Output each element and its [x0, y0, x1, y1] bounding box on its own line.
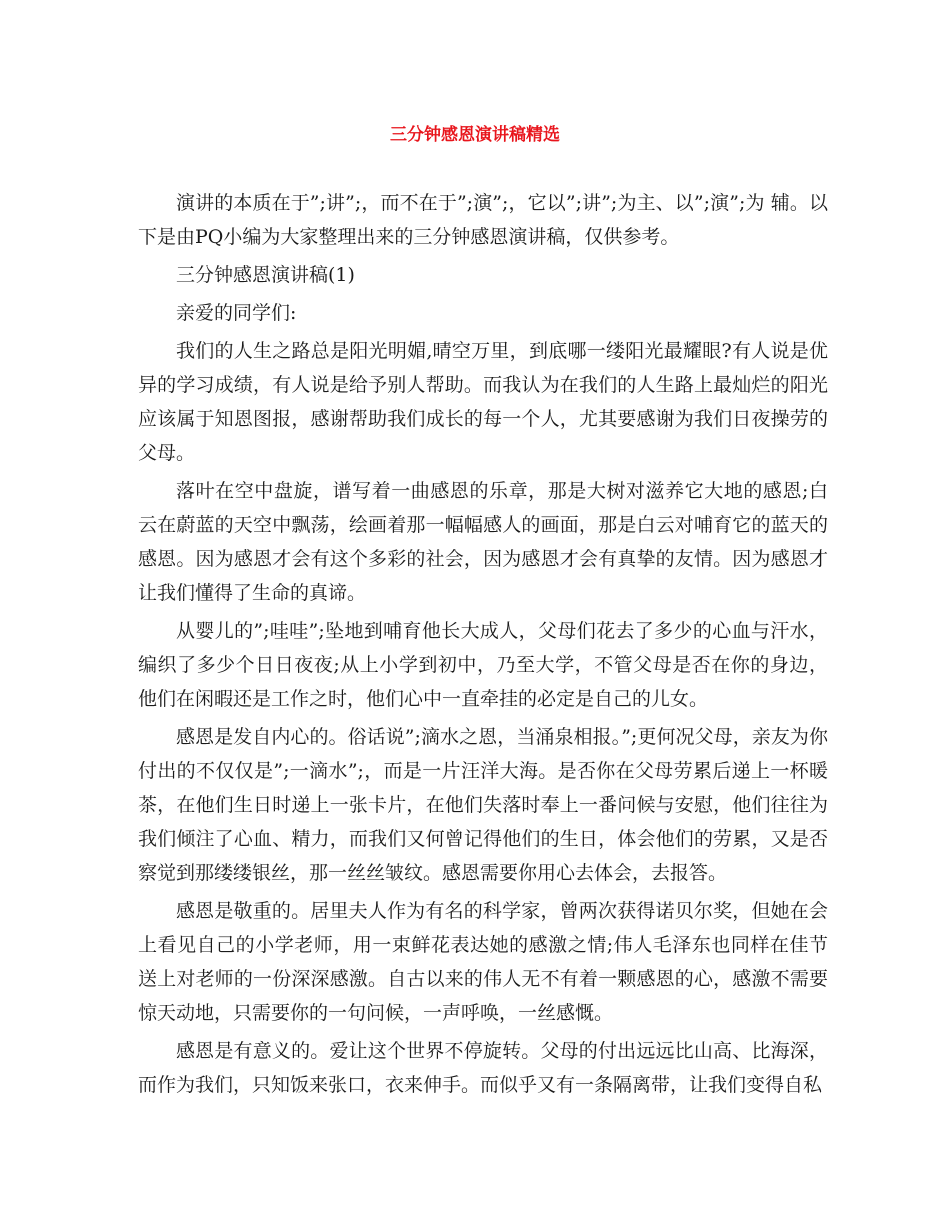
- paragraph: 从婴儿的”;哇哇”;坠地到哺育他长大成人，父母们花去了多少的心血与汗水，编织了多少个日日夜夜;从上小学到初中，乃至大学，不管父母是否在你的身边，他们在闲暇还是工作之时，他们心中一直牵挂的必定是自己的儿女。: [138, 620, 828, 710]
- paragraph: 感恩是有意义的。爱让这个世界不停旋转。父母的付出远远比山高、比海深，而作为我们，只知饭来张口，衣来伸手。而似乎又有一条隔离带，让我们变得自私: [138, 1040, 828, 1096]
- document-title: 三分钟感恩演讲稿精选: [390, 125, 560, 145]
- paragraph: 我们的人生之路总是阳光明媚,晴空万里，到底哪一缕阳光最耀眼?有人说是优异的学习成绩，有人说是给予别人帮助。而我认为在我们的人生路上最灿烂的阳光应该属于知恩图报，感谢帮助我们成长的每一个人，尤其要感谢为我们日夜操劳的父母。: [138, 340, 828, 464]
- paragraph-intro: 演讲的本质在于”;讲”;，而不在于”;演”;，它以”;讲”;为主、以”;演”;为 辅。以下是由PQ小编为大家整理出来的三分钟感恩演讲稿，仅供参考。: [138, 192, 828, 248]
- paragraph: 感恩是发自内心的。俗话说”;滴水之恩，当涌泉相报。”;更何况父母，亲友为你付出的不仅仅是”;一滴水”;，而是一片汪洋大海。是否你在父母劳累后递上一杯暖茶，在他们生日时递上一张卡片，在他们失落时奉上一番问候与安慰，他们往往为我们倾注了心血、精力，而我们又何曾记得他们的生日，体会他们的劳累，又是否察觉到那缕缕银丝，那一丝丝皱纹。感恩需要你用心去体会，去报答。: [138, 726, 828, 884]
- salutation: 亲爱的同学们:: [176, 302, 297, 324]
- document-body: [138, 186, 828, 1106]
- section-heading: 三分钟感恩演讲稿(1): [176, 264, 355, 286]
- paragraph: 感恩是敬重的。居里夫人作为有名的科学家，曾两次获得诺贝尔奖，但她在会上看见自己的小学老师，用一束鲜花表达她的感激之情;伟人毛泽东也同样在佳节送上对老师的一份深深感激。自古以来的伟人无不有着一颗感恩的心，感激不需要惊天动地，只需要你的一句问候，一声呼唤，一丝感慨。: [138, 900, 828, 1024]
- paragraph: 落叶在空中盘旋，谱写着一曲感恩的乐章，那是大树对滋养它大地的感恩;白云在蔚蓝的天空中飘荡，绘画着那一幅幅感人的画面，那是白云对哺育它的蓝天的感恩。因为感恩才会有这个多彩的社会，因为感恩才会有真挚的友情。因为感恩才让我们懂得了生命的真谛。: [138, 480, 828, 604]
